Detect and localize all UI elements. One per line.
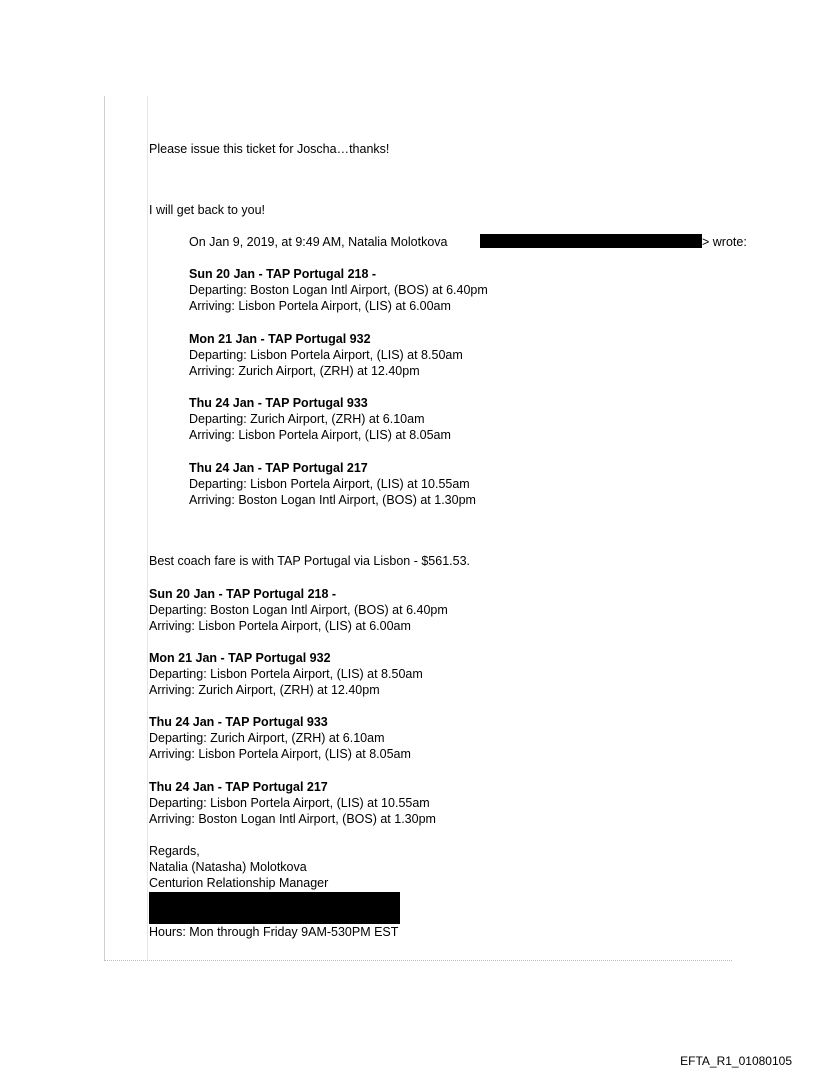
signature-block xyxy=(149,843,328,891)
segment-departure: Departing: Zurich Airport, (ZRH) at 6.10am xyxy=(189,412,425,426)
flight-segment xyxy=(149,586,448,634)
flight-segment xyxy=(149,779,436,827)
segment-arrival: Arriving: Zurich Airport, (ZRH) at 12.40pm xyxy=(149,683,380,697)
segment-title: Thu 24 Jan - TAP Portugal 933 xyxy=(189,396,368,410)
segment-departure: Departing: Lisbon Portela Airport, (LIS) at 10.55am xyxy=(189,477,470,491)
segment-arrival: Arriving: Boston Logan Intl Airport, (BOS) at 1.30pm xyxy=(189,493,476,507)
intro-text: Please issue this ticket for Joscha…thanks! xyxy=(149,142,390,156)
fare-line: Best coach fare is with TAP Portugal via Lisbon - $561.53. xyxy=(149,554,471,568)
quoted-segment xyxy=(189,331,463,379)
segment-departure: Departing: Lisbon Portela Airport, (LIS) at 8.50am xyxy=(149,667,423,681)
quoted-segment xyxy=(189,460,476,508)
segment-departure: Departing: Zurich Airport, (ZRH) at 6.10am xyxy=(149,731,385,745)
segment-arrival: Arriving: Lisbon Portela Airport, (LIS) at 6.00am xyxy=(189,299,451,313)
quote-border-left xyxy=(104,96,105,960)
redaction-email xyxy=(480,234,702,248)
redaction-contact xyxy=(149,892,400,924)
segment-departure: Departing: Boston Logan Intl Airport, (BOS) at 6.40pm xyxy=(189,283,488,297)
segment-departure: Departing: Boston Logan Intl Airport, (BOS) at 6.40pm xyxy=(149,603,448,617)
signature-name: Natalia (Natasha) Molotkova xyxy=(149,860,307,874)
segment-arrival: Arriving: Boston Logan Intl Airport, (BOS) at 1.30pm xyxy=(149,812,436,826)
segment-title: Sun 20 Jan - TAP Portugal 218 - xyxy=(149,587,337,601)
segment-title: Mon 21 Jan - TAP Portugal 932 xyxy=(189,332,371,346)
segment-title: Thu 24 Jan - TAP Portugal 933 xyxy=(149,715,328,729)
flight-segment xyxy=(149,650,423,698)
quote-border-inner xyxy=(147,96,148,960)
signature-hours: Hours: Mon through Friday 9AM-530PM EST xyxy=(149,925,399,939)
segment-arrival: Arriving: Lisbon Portela Airport, (LIS) at 8.05am xyxy=(149,747,411,761)
segment-departure: Departing: Lisbon Portela Airport, (LIS) at 8.50am xyxy=(189,348,463,362)
segment-title: Thu 24 Jan - TAP Portugal 217 xyxy=(189,461,368,475)
signature-role: Centurion Relationship Manager xyxy=(149,876,329,890)
flight-segment xyxy=(149,714,411,762)
segment-title: Thu 24 Jan - TAP Portugal 217 xyxy=(149,780,328,794)
signature-regards: Regards, xyxy=(149,844,200,858)
segment-arrival: Arriving: Zurich Airport, (ZRH) at 12.40pm xyxy=(189,364,420,378)
segment-title: Sun 20 Jan - TAP Portugal 218 - xyxy=(189,267,377,281)
quoted-segment xyxy=(189,266,488,314)
message-bottom-divider xyxy=(104,960,732,961)
document-id: EFTA_R1_01080105 xyxy=(680,1054,792,1068)
segment-departure: Departing: Lisbon Portela Airport, (LIS) at 10.55am xyxy=(149,796,430,810)
segment-arrival: Arriving: Lisbon Portela Airport, (LIS) at 8.05am xyxy=(189,428,451,442)
quote-header-prefix: On Jan 9, 2019, at 9:49 AM, Natalia Molotkova xyxy=(189,235,448,249)
quote-header-suffix: > wrote: xyxy=(702,235,747,249)
segment-title: Mon 21 Jan - TAP Portugal 932 xyxy=(149,651,331,665)
quoted-segment xyxy=(189,395,451,443)
reply-text: I will get back to you! xyxy=(149,203,266,217)
segment-arrival: Arriving: Lisbon Portela Airport, (LIS) at 6.00am xyxy=(149,619,411,633)
